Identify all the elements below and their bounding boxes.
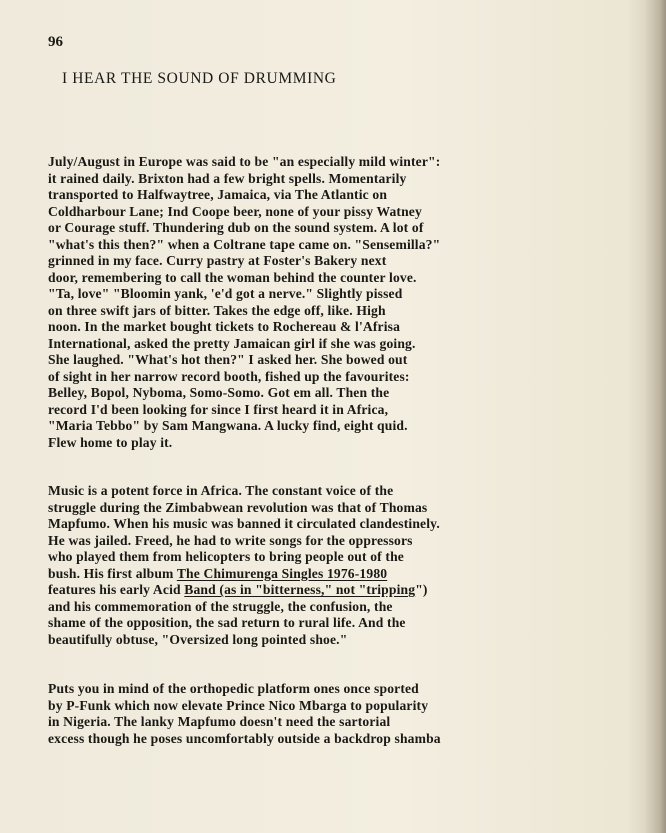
text-line: International, asked the pretty Jamaican girl if she was going.	[48, 335, 416, 351]
text-line: Music is a potent force in Africa. The constant voice of the	[48, 483, 394, 498]
text-line: or Courage stuff. Thundering dub on the sound system. A lot of	[48, 220, 424, 235]
page-gutter-shadow	[644, 0, 666, 833]
text-line: grinned in my face. Curry pastry at Foster's Bakery next	[48, 253, 387, 268]
text-line: Mapfumo. When his music was banned it circulated clandestinely.	[48, 516, 440, 531]
text-line: on three swift jars of bitter. Takes the edge off, like. High	[48, 302, 386, 318]
text-line: of sight in her narrow record booth, fished up the favourites:	[48, 368, 410, 384]
acid-band-phrase: Band (as in "bitterness," not "tripping	[184, 582, 416, 597]
text-segment: ")	[415, 582, 428, 597]
paragraph-2	[48, 483, 604, 648]
text-line: noon. In the market bought tickets to Rochereau & l'Afrisa	[48, 319, 401, 334]
album-title: The Chimurenga Singles 1976-1980	[176, 565, 388, 581]
album-line	[48, 566, 604, 583]
text-line: struggle during the Zimbabwean revolution was that of Thomas	[48, 499, 428, 515]
text-line: record I'd been looking for since I first heard it in Africa,	[48, 401, 389, 417]
text-line: She laughed. "What's hot then?" I asked her. She bowed out	[48, 352, 408, 367]
text-line: "Maria Tebbo" by Sam Mangwana. A lucky find, eight quid.	[48, 418, 408, 433]
text-line: beautifully obtuse, "Oversized long pointed shoe."	[48, 631, 348, 647]
text-line: Belley, Bopol, Nyboma, Somo-Somo. Got em all. Then the	[48, 385, 390, 400]
text-line: excess though he poses uncomfortably outside a backdrop shamba	[48, 730, 441, 746]
text-line: and his commemoration of the struggle, the confusion, the	[48, 598, 393, 614]
text-line: Coldharbour Lane; Ind Coope beer, none of your pissy Watney	[48, 203, 422, 219]
text-line: it rained daily. Brixton had a few bright spells. Momentarily	[48, 170, 407, 186]
acid-line	[48, 582, 604, 599]
text-line: door, remembering to call the woman behind the counter love.	[48, 269, 417, 285]
text-line: July/August in Europe was said to be "an especially mild winter":	[48, 154, 441, 169]
text-line: "what's this then?" when a Coltrane tape came on. "Sensemilla?"	[48, 236, 441, 252]
text-line: by P-Funk which now elevate Prince Nico Mbarga to popularity	[48, 697, 429, 713]
text-segment: features his early Acid	[48, 582, 185, 597]
paragraph-3	[48, 681, 604, 747]
text-line: who played them from helicopters to bring people out of the	[48, 549, 404, 564]
page-number: 96	[48, 34, 63, 50]
text-line: in Nigeria. The lanky Mapfumo doesn't need the sartorial	[48, 714, 391, 729]
text-line: "Ta, love" "Bloomin yank, 'e'd got a nerve." Slightly pissed	[48, 286, 403, 301]
text-line: Flew home to play it.	[48, 434, 173, 450]
chapter-title: I HEAR THE SOUND OF DRUMMING	[62, 70, 337, 87]
text-line: Puts you in mind of the orthopedic platform ones once sported	[48, 681, 419, 696]
text-segment: bush. His first album	[48, 565, 177, 581]
text-line: He was jailed. Freed, he had to write songs for the oppressors	[48, 532, 413, 548]
paragraph-1	[48, 154, 604, 451]
text-line: transported to Halfwaytree, Jamaica, via The Atlantic on	[48, 187, 388, 202]
text-line: shame of the opposition, the sad return to rural life. And the	[48, 615, 406, 630]
